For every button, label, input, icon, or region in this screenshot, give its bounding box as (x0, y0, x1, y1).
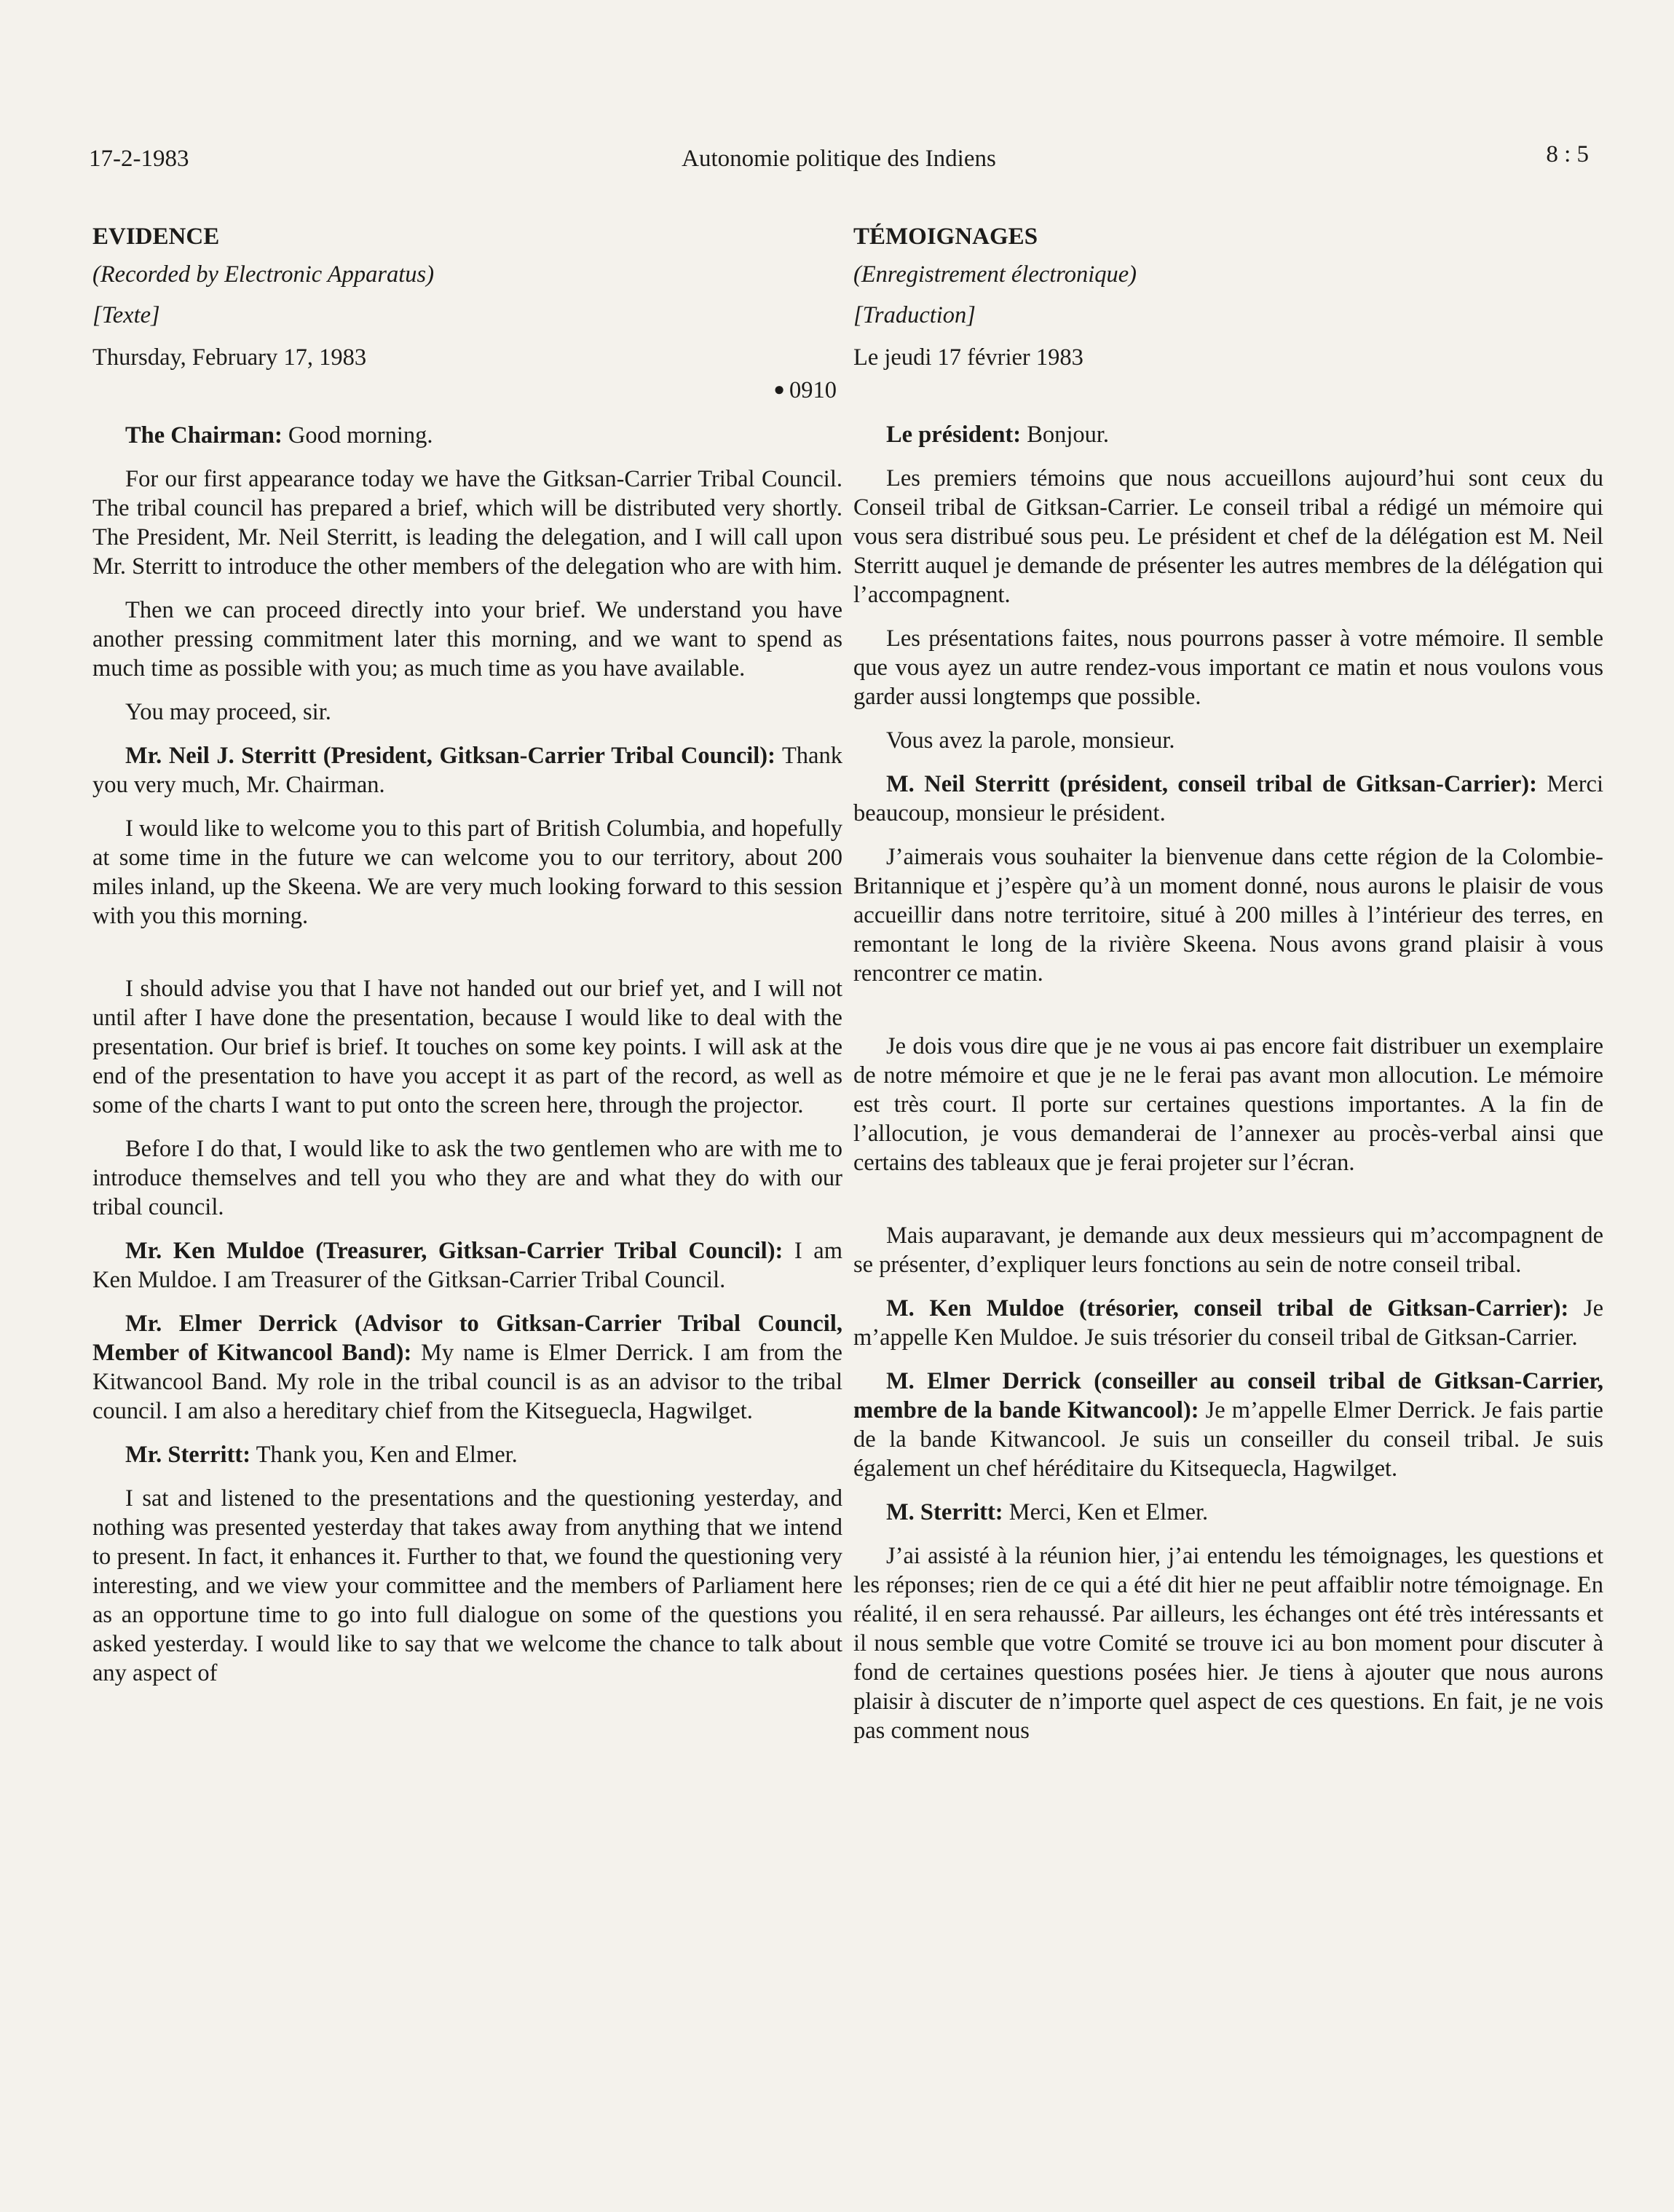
paragraph (92, 465, 842, 581)
speaker-name: M. Ken Muldoe (trésorier, conseil tribal de Gitksan-Carrier): (886, 1295, 1569, 1322)
header-date: 17-2-1983 (89, 146, 189, 172)
paragraph-text: I would like to welcome you to this part of British Columbia, and hopefully at some time in the future we can welcome you to our territory, about 200 miles inland, up the Skeena. We are very much looking forward to this session with you this morning. (92, 815, 842, 929)
speaker-name: The Chairman: (125, 422, 283, 449)
time-value: 0910 (789, 377, 837, 403)
speaker-name: Mr. Sterritt: (125, 1442, 251, 1468)
paragraph (853, 770, 1603, 828)
paragraph-text: For our first appearance today we have the Gitksan-Carrier Tribal Council. The tribal council has prepared a brief, which will be distributed very shortly. The President, Mr. Neil Sterritt, is leading the delegation, and I will call upon Mr. Sterritt to introduce the other members of the delegation who are with him. (92, 466, 842, 580)
paragraph (92, 1309, 842, 1426)
speaker-name: M. Sterritt: (886, 1499, 1003, 1525)
paragraph-text: Je m’appelle Elmer Derrick. Je fais partie de la bande Kitwancool. Je suis un conseiller du conseil tribal. Je suis également un chef héréditaire du Kitsequecla, Hagwilget. (853, 1397, 1603, 1482)
paragraph-text: I should advise you that I have not handed out our brief yet, and I will not until after I have done the presentation, because I would like to deal with the presentation. Our brief is brief. It touches on some key points. I will ask at the end of the presentation to have you accept it as part of the record, as well as some of the charts I want to put onto the screen here, through the projector. (92, 976, 842, 1118)
paragraph (92, 1134, 842, 1222)
header-title: Autonomie politique des Indiens (682, 146, 996, 172)
speaker-name: Mr. Ken Muldoe (Treasurer, Gitksan-Carrier Tribal Council): (125, 1238, 783, 1264)
english-column (92, 222, 842, 1702)
french-paragraphs (853, 420, 1603, 1745)
paragraph (92, 741, 842, 799)
paragraph-text: My name is Elmer Derrick. I am from the Kitwancool Band. My role in the tribal council is as an advisor to the tribal council. I am also a hereditary chief from the Kitseguecla, Hagwilget. (92, 1340, 842, 1424)
paragraph (853, 464, 1603, 609)
english-paragraphs (92, 421, 842, 1688)
paragraph-text: Vous avez la parole, monsieur. (886, 727, 1175, 754)
time-spacer (853, 375, 1603, 420)
paragraph-text: Je m’appelle Ken Muldoe. Je suis trésorier du conseil tribal de Gitksan-Carrier. (853, 1295, 1603, 1351)
speaker-name: Le président: (886, 422, 1022, 448)
paragraph (853, 1032, 1603, 1177)
paragraph-text: Merci, Ken et Elmer. (1003, 1499, 1209, 1525)
french-date: Le jeudi 17 février 1983 (853, 344, 1083, 371)
paragraph (92, 974, 842, 1120)
paragraph-text: J’aimerais vous souhaiter la bienvenue dans cette région de la Colombie-Britannique et j’espère qu’à un moment donné, nous aurons le plaisir de vous accueillir dans notre territoire, situé à 200 milles à l’intérieur des terres, en remontant le long de la rivière Skeena. Nous avons grand plaisir à vous rencontrer ce matin. (853, 844, 1603, 987)
english-date: Thursday, February 17, 1983 (92, 344, 367, 371)
paragraph-text: Merci beaucoup, monsieur le président. (853, 771, 1603, 826)
paragraph-text: Then we can proceed directly into your brief. We understand you have another pressing commitment later this morning, and we want to spend as much time as possible with you; as much time as you have available. (92, 597, 842, 682)
speaker-name: M. Neil Sterritt (président, conseil tribal de Gitksan-Carrier): (886, 771, 1537, 797)
page-header (89, 141, 1589, 183)
paragraph (853, 1367, 1603, 1483)
header-page-number: 8 : 5 (1546, 141, 1589, 167)
paragraph-text: J’ai assisté à la réunion hier, j’ai entendu les témoignages, les questions et les réponses; rien de ce qui a été dit hier ne peut affaiblir notre témoignage. En réalité, il en sera rehaussé. Par ailleurs, les échanges ont été très intéressants et il nous semble que votre Comité se trouve ici au bon moment pour discuter à fond de certaines questions posées hier. Je tiens à ajouter que nous aurons plaisir à discuter de n’importe quel aspect de ces questions. En fait, je ne vois pas comment nous (853, 1543, 1603, 1744)
paragraph (853, 1541, 1603, 1745)
paragraph (853, 420, 1603, 449)
paragraph (92, 596, 842, 683)
paragraph-text: Mais auparavant, je demande aux deux messieurs qui m’accompagnent de se présenter, d’expliquer leurs fonctions au sein de notre conseil tribal. (853, 1222, 1603, 1278)
paragraph (92, 1236, 842, 1295)
paragraph-text: Je dois vous dire que je ne vous ai pas encore fait distribuer un exemplaire de notre mémoire et que je ne le ferai pas avant mon allocution. Le mémoire est très court. Il porte sur certaines questions importantes. A la fin de l’allocution, je vous demanderai de l’annexer au procès-verbal ainsi que certains des tableaux que je ferai projeter sur l’écran. (853, 1033, 1603, 1176)
paragraph-text: Les présentations faites, nous pourrons passer à votre mémoire. Il semble que vous ayez un autre rendez-vous important ce matin et nous voulons vous garder aussi longtemps que possible. (853, 625, 1603, 710)
paragraph (853, 1294, 1603, 1352)
french-recorded-note: (Enregistrement électronique) (853, 261, 1137, 288)
paragraph (853, 624, 1603, 711)
paragraph (92, 1440, 842, 1469)
english-time-marker (92, 375, 842, 405)
french-column (853, 222, 1603, 1760)
paragraph (853, 726, 1603, 755)
french-language-tag: [Traduction] (853, 302, 976, 328)
paragraph (92, 1484, 842, 1688)
bullet-icon: ● (773, 379, 785, 400)
paragraph-text: Bonjour. (1021, 422, 1110, 448)
speaker-name: Mr. Elmer Derrick (Advisor to Gitksan-Carrier Tribal Council, Member of Kitwancool Band): (92, 1311, 842, 1366)
paragraph (853, 1498, 1603, 1527)
paragraph-gap (853, 1003, 1603, 1032)
english-recorded-note: (Recorded by Electronic Apparatus) (92, 261, 435, 288)
paragraph-text: Thank you, Ken and Elmer. (250, 1442, 518, 1468)
french-section-title: TÉMOIGNAGES (853, 224, 1038, 250)
paragraph (92, 814, 842, 931)
paragraph (853, 1221, 1603, 1279)
english-section-title: EVIDENCE (92, 224, 220, 250)
paragraph-text: I am Ken Muldoe. I am Treasurer of the Gitksan-Carrier Tribal Council. (92, 1238, 843, 1293)
paragraph-text: Thank you very much, Mr. Chairman. (92, 743, 842, 798)
speaker-name: Mr. Neil J. Sterritt (President, Gitksan-Carrier Tribal Council): (125, 743, 775, 769)
paragraph-text: You may proceed, sir. (125, 699, 331, 725)
paragraph-gap (853, 1192, 1603, 1221)
paragraph (853, 842, 1603, 988)
paragraph-text: I sat and listened to the presentations and the questioning yesterday, and nothing was presented yesterday that takes away from anything that we intend to present. In fact, it enhances it. Further to that, we found the questioning very interesting, and we view your committee and the members of Parliament here as an opportune time to go into full dialogue on some of the questions you asked yesterday. I would like to say that we welcome the chance to talk about any aspect of (92, 1485, 842, 1686)
paragraph-gap (92, 945, 842, 974)
paragraph-text: Les premiers témoins que nous accueillons aujourd’hui sont ceux du Conseil tribal de Gitksan-Carrier. Le conseil tribal a rédigé un mémoire qui vous sera distribué sous peu. Le président et chef de la délégation est M. Neil Sterritt auquel je demande de présenter les autres membres de la délégation qui l’accompagnent. (853, 465, 1603, 608)
paragraph-text: Before I do that, I would like to ask the two gentlemen who are with me to introduce themselves and tell you who they are and what they do with our tribal council. (92, 1136, 842, 1220)
paragraph-text: Good morning. (282, 422, 433, 449)
english-language-tag: [Texte] (92, 302, 160, 328)
paragraph (92, 421, 842, 450)
paragraph (92, 698, 842, 727)
speaker-name: M. Elmer Derrick (conseiller au conseil tribal de Gitksan-Carrier, membre de la bande Kitwancool): (853, 1368, 1603, 1423)
